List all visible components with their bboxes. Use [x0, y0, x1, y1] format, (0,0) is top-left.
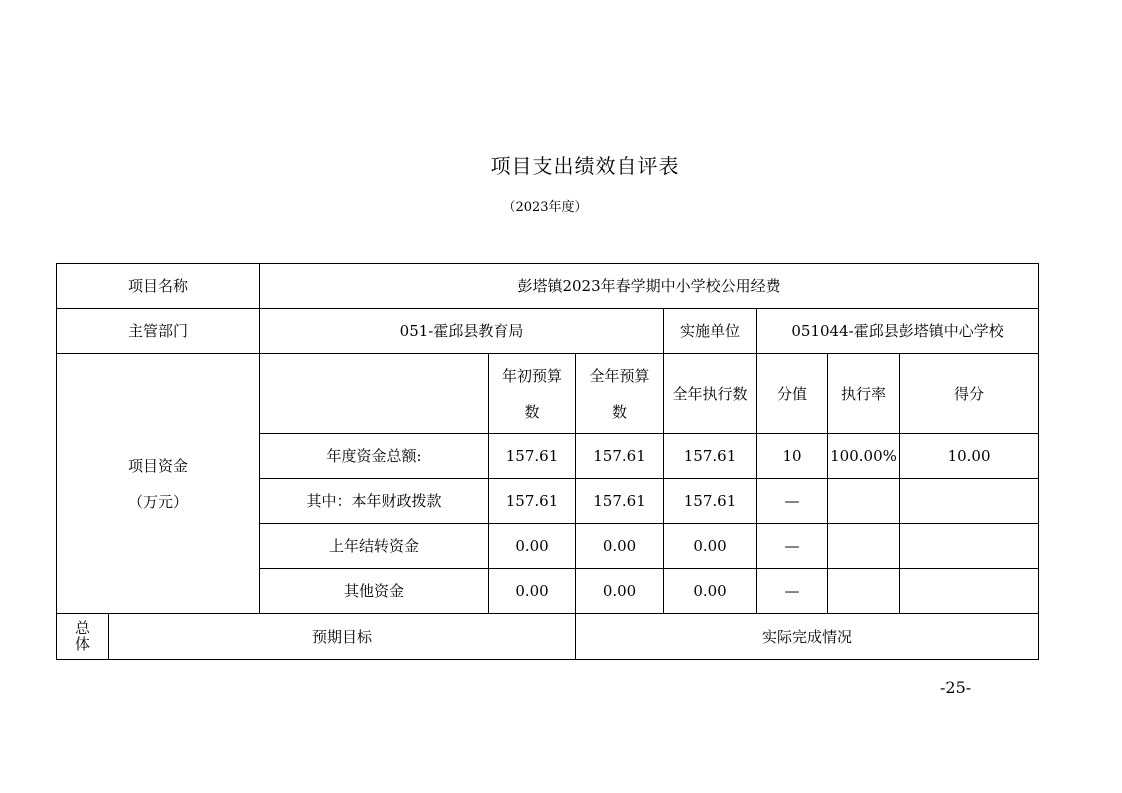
header-exec-rate: 执行率 — [828, 354, 900, 434]
row-initial: 157.61 — [489, 479, 576, 524]
impl-unit-label: 实施单位 — [664, 309, 757, 354]
actual-status-label: 实际完成情况 — [576, 614, 1039, 660]
funds-unit: （万元） — [128, 492, 189, 511]
row-executed: 157.61 — [664, 479, 757, 524]
header-initial-budget: 年初预算 数 — [489, 354, 576, 434]
department-row — [57, 309, 1039, 354]
row-initial: 0.00 — [489, 524, 576, 569]
overall-goal-row — [57, 614, 1039, 660]
header-score-value: 分值 — [757, 354, 828, 434]
row-executed: 157.61 — [664, 434, 757, 479]
row-score — [900, 524, 1039, 569]
funds-label-cell — [57, 354, 260, 614]
row-label: 其中：本年财政拨款 — [260, 479, 489, 524]
row-label: 年度资金总额: — [260, 434, 489, 479]
performance-table — [56, 263, 1039, 660]
row-rate — [828, 479, 900, 524]
row-rate — [828, 569, 900, 614]
row-score — [900, 479, 1039, 524]
row-annual: 0.00 — [576, 569, 664, 614]
project-name-value: 彭塔镇2023年春学期中小学校公用经费 — [260, 264, 1039, 309]
document-title: 项目支出绩效自评表 — [490, 154, 680, 178]
row-annual: 157.61 — [576, 434, 664, 479]
row-weight: — — [757, 524, 828, 569]
row-annual: 0.00 — [576, 524, 664, 569]
row-score — [900, 569, 1039, 614]
row-annual: 157.61 — [576, 479, 664, 524]
dept-label: 主管部门 — [57, 309, 260, 354]
document-year: （2023年度） — [502, 200, 588, 215]
row-initial: 157.61 — [489, 434, 576, 479]
page-number: -25- — [940, 678, 972, 697]
funds-label: 项目资金 — [128, 456, 189, 475]
project-name-row — [57, 264, 1039, 309]
row-initial: 0.00 — [489, 569, 576, 614]
overall-label: 总 体 — [57, 614, 109, 660]
header-annual-budget: 全年预算 数 — [576, 354, 664, 434]
expected-goal-label: 预期目标 — [109, 614, 576, 660]
funds-header-row — [57, 354, 1039, 434]
impl-unit-value: 051044-霍邱县彭塔镇中心学校 — [757, 309, 1039, 354]
row-executed: 0.00 — [664, 569, 757, 614]
header-score: 得分 — [900, 354, 1039, 434]
row-rate: 100.00% — [828, 434, 900, 479]
header-blank — [260, 354, 489, 434]
project-name-label: 项目名称 — [57, 264, 260, 309]
row-label: 上年结转资金 — [260, 524, 489, 569]
row-executed: 0.00 — [664, 524, 757, 569]
dept-value: 051-霍邱县教育局 — [260, 309, 664, 354]
row-rate — [828, 524, 900, 569]
row-weight: — — [757, 569, 828, 614]
row-score: 10.00 — [900, 434, 1039, 479]
row-label: 其他资金 — [260, 569, 489, 614]
header-executed: 全年执行数 — [664, 354, 757, 434]
row-weight: — — [757, 479, 828, 524]
row-weight: 10 — [757, 434, 828, 479]
